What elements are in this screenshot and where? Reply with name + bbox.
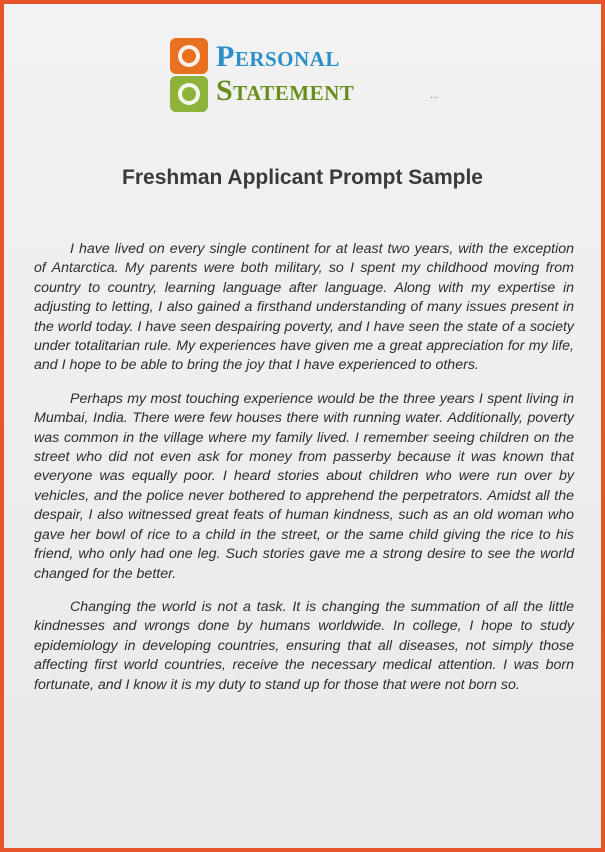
logo-badge-icon — [164, 34, 216, 118]
paragraph-1: I have lived on every single continent for at least two years, with the exception of Antarctica. My parents were both military, so I spent my childhood moving from country to country, learning language after language. Along with my expertise in adjusting to letting, I also gained a firsthand understanding of many issues present in the world today. I have seen despairing poverty, and I have seen the state of a society under totalitarian rule. My experiences have given me a great appreciation for my life, and I hope to be able to bring the joy that I have experienced to others. — [34, 241, 574, 374]
document-title: Freshman Applicant Prompt Sample — [122, 166, 483, 189]
paragraph-3: Changing the world is not a task. It is changing the summation of all the little kindnesses and wrongs done by humans worldwide. In college, I hope to study epidemiology in developing countries, ensuring that all diseases, not simply those affecting first world countries, receive the necessary medical attention. I was born fortunate, and I know it is my duty to stand up for those that were not born so. — [34, 598, 574, 693]
logo-line-1: Personal — [216, 40, 340, 73]
paragraph-2: Perhaps my most touching experience would be the three years I spent living in Mumbai, India. There were few houses there with running water. Additionally, poverty was common in the village where my family lived. I remember seeing children on the street who did not even ask for money from passerby because it was known that everyone was equally poor. I heard stories about children who were run over by vehicles, and the police never bothered to apprehend the perpetrators. Amidst all the despair, I also witnessed great feats of human kindness, such as an old woman who gave her bowl of rice to a child in the street, or the same child giving the rice to his friend, who only had one leg. Such stories gave me a strong desire to see the world changed for the better. — [34, 390, 574, 582]
logo-line-2: Statement — [216, 74, 355, 107]
personal-statement-logo — [164, 34, 454, 118]
document-page — [4, 4, 601, 848]
logo-trailing-mark: ... — [430, 90, 439, 101]
document-body — [34, 240, 574, 709]
